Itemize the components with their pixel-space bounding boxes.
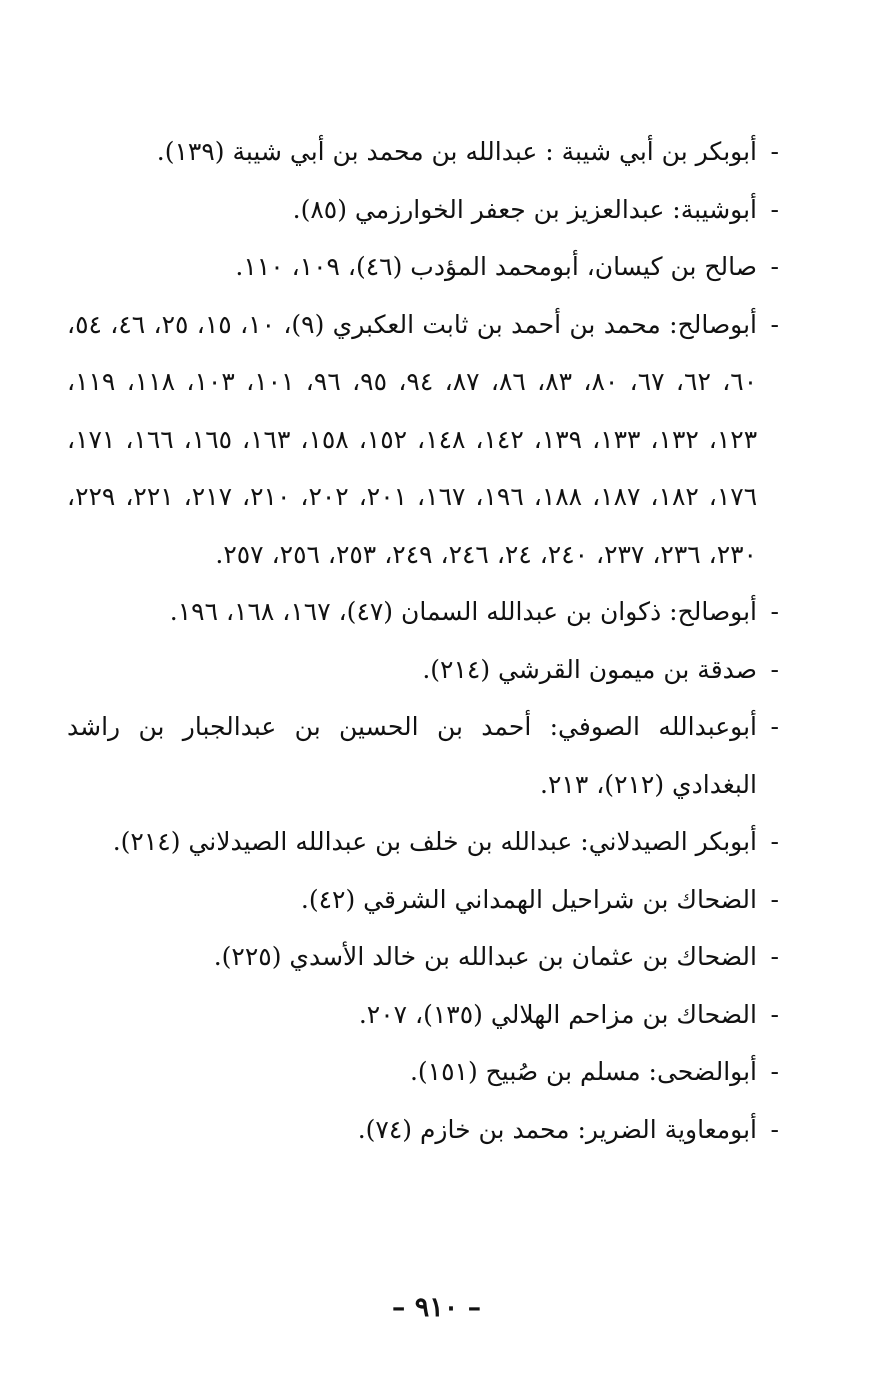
entry-dash: - (770, 194, 779, 224)
entry-dash: - (770, 884, 779, 914)
entry-text: الضحاك بن شراحيل الهمداني الشرقي (٤٢). (300, 884, 757, 914)
entry-dash: - (770, 597, 779, 626)
index-entries (67, 123, 779, 1158)
entry-dash: - (770, 942, 779, 971)
entry-text: أبوشيبة: عبدالعزيز بن جعفر الخوارزمي (٨٥). (292, 194, 757, 224)
entry-dash: - (770, 252, 779, 281)
index-entry (67, 238, 779, 296)
index-entry (67, 583, 779, 641)
entry-text: أبوالضحى: مسلم بن صُبيح (١٥١). (409, 1057, 757, 1086)
entry-text: صالح بن كيسان، أبومحمد المؤدب (٤٦)، ١٠٩، ١١٠. (235, 252, 757, 281)
entry-dash: - (770, 1057, 779, 1086)
index-entry (67, 123, 779, 181)
index-entry (67, 296, 779, 584)
entry-text: الضحاك بن عثمان بن عبدالله بن خالد الأسدي (٢٢٥). (213, 942, 757, 971)
entry-dash: - (770, 309, 779, 339)
entry-dash: - (770, 1114, 779, 1144)
index-entry (67, 928, 779, 986)
entry-dash: - (770, 999, 779, 1029)
index-entry (67, 986, 779, 1044)
page-number: – ٩١٠ – (391, 1292, 482, 1323)
index-entry (67, 698, 779, 813)
entry-text: أبوبكر بن أبي شيبة : عبدالله بن محمد بن أبي شيبة (١٣٩). (156, 137, 757, 166)
index-entry (67, 1101, 779, 1159)
index-entry (67, 871, 779, 929)
entry-text: أبوبكر الصيدلاني: عبدالله بن خلف بن عبدالله الصيدلاني (٢١٤). (112, 827, 757, 856)
index-entry (67, 1043, 779, 1101)
index-entry (67, 641, 779, 699)
entry-text: صدقة بن ميمون القرشي (٢١٤). (422, 654, 757, 684)
entry-text: أبوصالح: محمد بن أحمد بن ثابت العكبري (٩)، ١٠، ١٥، ٢٥، ٤٦، ٥٤، ٦٠، ٦٢، ٦٧، ٨٠، ٨٣، ٨٦، ٨٧، ٩٤، ٩٥، ٩٦، ١٠١، ١٠٣، ١١٨، ١١٩، ١٢٣، ١٣٢، ١٣٣، ١٣٩، ١٤٢، ١٤٨، ١٥٢، ١٥٨، ١٦٣، ١٦٥، ١٦٦، ١٧١، ١٧٦، ١٨٢، ١٨٧، ١٨٨، ١٩٦، ١٦٧، ٢٠١، ٢٠٢، ٢١٠، ٢١٧، ٢٢١، ٢٢٩، ٢٣٠، ٢٣٦، ٢٣٧، ٢٤٠، ٢٤، ٢٤٦، ٢٤٩، ٢٥٣، ٢٥٦، ٢٥٧. (67, 309, 758, 569)
entry-dash: - (770, 137, 779, 166)
entry-text: أبوصالح: ذكوان بن عبدالله السمان (٤٧)، ١٦٧، ١٦٨، ١٩٦. (169, 597, 757, 626)
entry-text: أبوعبدالله الصوفي: أحمد بن الحسين بن عبدالجبار بن راشد البغدادي (٢١٢)، ٢١٣. (67, 712, 757, 799)
entry-text: أبومعاوية الضرير: محمد بن خازم (٧٤). (357, 1114, 757, 1144)
entry-dash: - (770, 827, 779, 856)
index-entry (67, 181, 779, 239)
entry-dash: - (770, 712, 779, 741)
entry-dash: - (770, 654, 779, 684)
entry-text: الضحاك بن مزاحم الهلالي (١٣٥)، ٢٠٧. (358, 999, 757, 1029)
index-entry (67, 813, 779, 871)
